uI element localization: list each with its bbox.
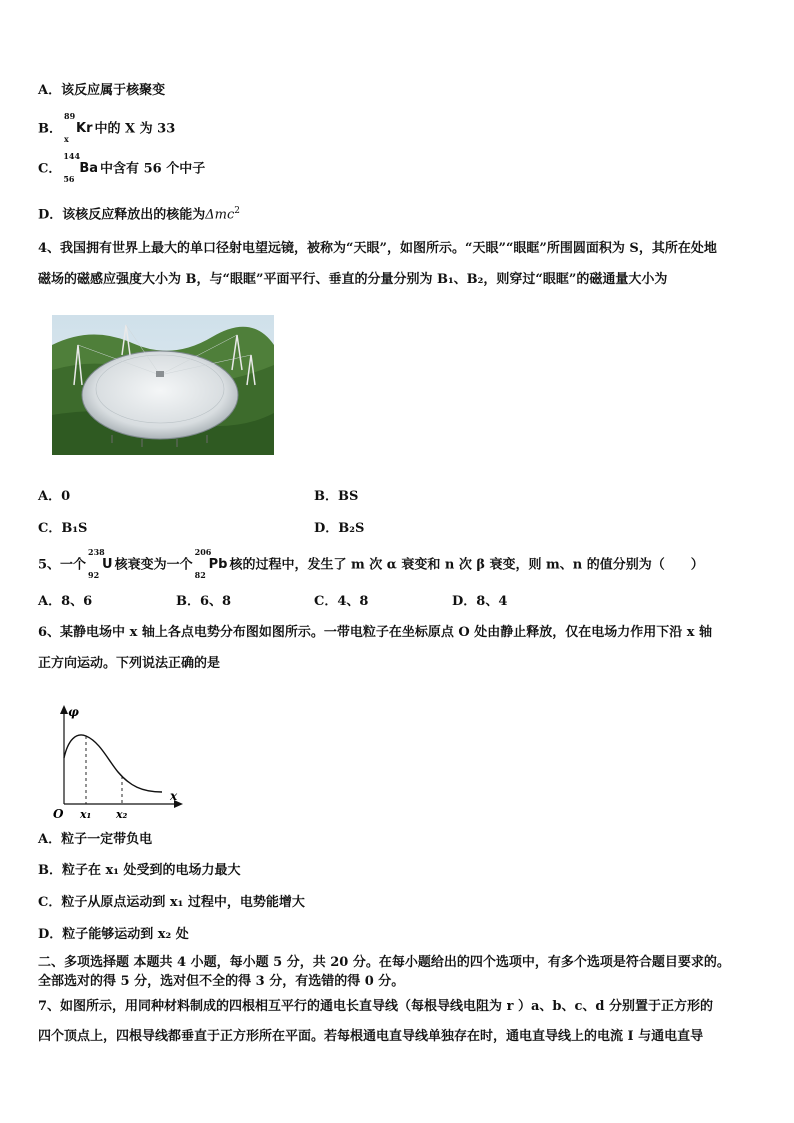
q5-option-d: D．8、4 xyxy=(452,594,508,609)
energy-formula-exponent: 2 xyxy=(234,206,241,216)
nuclide-ba xyxy=(63,151,99,184)
q3-option-b-prefix: B． xyxy=(38,121,62,137)
q6-option-c: C．粒子从原点运动到 x₁ 过程中，电势能增大 xyxy=(38,895,305,910)
nuclide-charge: x xyxy=(64,134,69,144)
telescope-photo xyxy=(52,315,274,455)
q6-option-b: B．粒子在 x₁ 处受到的电场力最大 xyxy=(38,863,241,878)
x1-label: x₁ xyxy=(80,808,92,821)
section-2-instructions-line-1: 二、多项选择题 本题共 4 小题，每小题 5 分，共 20 分。在每小题给出的四个选项中，有多个选项是符合题目要求的。 xyxy=(38,955,730,970)
q4-stem-line-2: 磁场的磁感应强度大小为 B，与“眼眶”平面平行、垂直的分量分别为 B₁、B₂，则穿过“眼眶”的磁通量大小为 xyxy=(38,272,668,287)
nuclide-mass: 89 xyxy=(64,111,76,121)
nuclide-mass: 206 xyxy=(194,547,212,557)
q4-option-a: A．0 xyxy=(38,489,71,504)
nuclide-mass: 144 xyxy=(63,151,81,161)
q4-option-c: C．B₁S xyxy=(38,521,88,536)
q5-option-a: A．8、6 xyxy=(38,594,93,609)
q3-option-c-suffix: 中含有 56 个中子 xyxy=(100,161,206,177)
nuclide-mass: 238 xyxy=(88,547,105,557)
x2-label: x₂ xyxy=(116,808,128,821)
potential-curve xyxy=(64,735,162,792)
nuclide-kr xyxy=(64,111,93,144)
energy-formula: Δmc xyxy=(205,207,235,223)
nuclide-pb xyxy=(194,547,228,580)
q6-stem-line-2: 正方向运动。下列说法正确的是 xyxy=(38,656,221,671)
q4-option-d: D．B₂S xyxy=(314,521,365,536)
nuclide-symbol: Ba xyxy=(79,161,99,176)
q6-option-d: D．粒子能够运动到 x₂ 处 xyxy=(38,927,189,942)
q3-option-d-prefix: D．该核反应释放出的核能为 xyxy=(38,207,206,223)
q3-option-b xyxy=(38,111,176,144)
nuclide-charge: 82 xyxy=(194,570,206,580)
q5-prefix: 5、一个 xyxy=(38,557,87,573)
potential-graph xyxy=(50,700,190,822)
phi-axis-arrow xyxy=(60,705,68,714)
q3-option-d xyxy=(38,202,240,224)
q3-option-a: A．该反应属于核聚变 xyxy=(38,83,166,98)
q7-stem-line-2: 四个顶点上，四根导线都垂直于正方形所在平面。若每根通电直导线单独存在时，通电直导线上的电流 I 与通电直导 xyxy=(38,1029,704,1044)
section-2-instructions-line-2: 全部选对的得 5 分，选对但不全的得 3 分，有选错的得 0 分。 xyxy=(38,974,405,989)
q5-suffix: 核的过程中，发生了 m 次 α 衰变和 n 次 β 衰变，则 m、n 的值分别为（ ） xyxy=(229,557,704,573)
nuclide-symbol: Kr xyxy=(76,121,93,136)
q5-option-c: C．4、8 xyxy=(314,594,369,609)
nuclide-charge: 56 xyxy=(63,174,75,184)
nuclide-symbol: Pb xyxy=(208,557,228,572)
q6-stem-line-1: 6、某静电场中 x 轴上各点电势分布图如图所示。一带电粒子在坐标原点 O 处由静止释放，仅在电场力作用下沿 x 轴 xyxy=(38,625,713,640)
q3-option-c xyxy=(38,151,206,184)
phi-axis-label: φ xyxy=(68,705,79,719)
origin-label: O xyxy=(53,807,64,821)
q7-stem-line-1: 7、如图所示，用同种材料制成的四根相互平行的通电长直导线（每根导线电阻为 r ）a、b、c、d 分别置于正方形的 xyxy=(38,999,713,1014)
q5-option-b: B．6、8 xyxy=(176,594,232,609)
q6-option-a: A．粒子一定带负电 xyxy=(38,832,153,847)
nuclide-symbol: U xyxy=(102,557,113,572)
q4-option-b: B．BS xyxy=(314,489,359,504)
q3-option-c-prefix: C． xyxy=(38,161,62,177)
q5-stem xyxy=(38,547,704,580)
q5-mid: 核衰变为一个 xyxy=(114,557,193,573)
q3-option-b-suffix: 中的 X 为 33 xyxy=(94,121,176,137)
q4-stem-line-1: 4、我国拥有世界上最大的单口径射电望远镜，被称为“天眼”，如图所示。“天眼”“眼眶”所围圆面积为 S，其所在处地 xyxy=(38,241,717,256)
nuclide-u xyxy=(88,547,113,580)
x-axis-label: x xyxy=(170,789,178,803)
nuclide-charge: 92 xyxy=(88,570,100,580)
